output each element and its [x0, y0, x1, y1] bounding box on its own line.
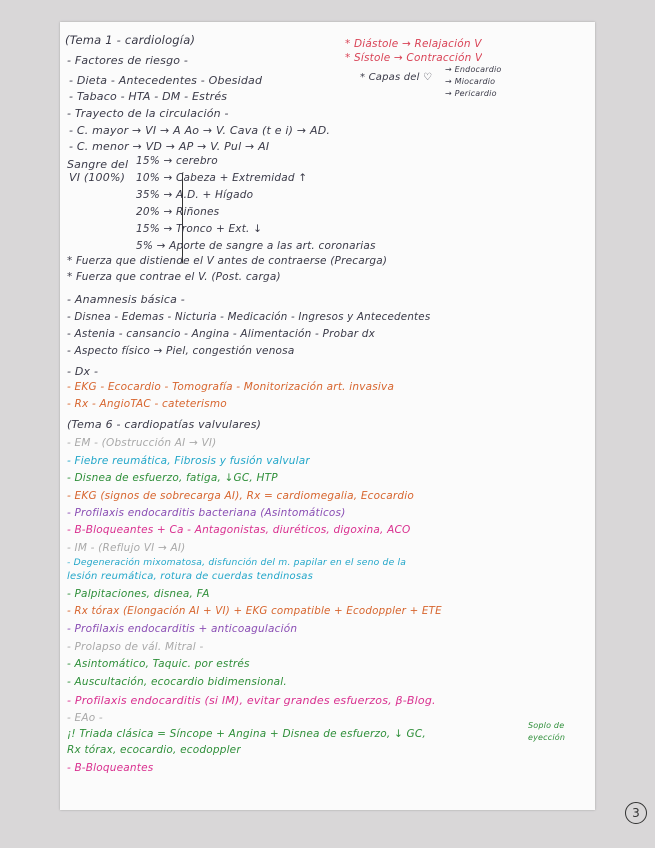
note-line: - Asintomático, Taquic. por estrés [67, 658, 250, 670]
note-line: eyección [528, 733, 566, 742]
note-line: 10% → Cabeza + Extremidad ↑ [136, 172, 308, 184]
note-line: → Endocardio [445, 65, 502, 74]
note-line: (Tema 1 - cardiología) [65, 34, 196, 47]
note-line: - Aspecto físico → Piel, congestión venosa [67, 345, 295, 357]
note-line: * Fuerza que distiende el V antes de contraerse (Precarga) [67, 255, 388, 267]
note-line: - Profilaxis endocarditis + anticoagulación [67, 623, 298, 635]
note-line: - Tabaco - HTA - DM - Estrés [69, 90, 228, 103]
note-line: - Rx tórax (Elongación AI + VI) + EKG compatible + Ecodoppler + ETE [67, 605, 442, 617]
note-line: - Prolapso de vál. Mitral - [67, 641, 204, 653]
note-line: - B-Bloqueantes + Ca - Antagonistas, diuréticos, digoxina, ACO [67, 524, 411, 536]
note-line: - IM - (Reflujo VI → AI) [67, 542, 186, 554]
note-line: - Factores de riesgo - [67, 54, 189, 67]
note-line: lesión reumática, rotura de cuerdas tendinosas [67, 571, 313, 582]
note-line: Rx tórax, ecocardio, ecodoppler [67, 744, 241, 756]
note-line: - Rx - AngioTAC - cateterismo [67, 398, 227, 410]
note-line: - EKG (signos de sobrecarga AI), Rx = cardiomegalia, Ecocardio [67, 490, 414, 502]
note-line: - Anamnesis básica - [67, 293, 185, 306]
note-line: 20% → Riñones [136, 206, 220, 218]
note-line: - C. menor → VD → AP → V. Pul → AI [69, 140, 270, 153]
note-line: - Degeneración mixomatosa, disfunción del m. papilar en el seno de la [67, 557, 407, 568]
note-line: VI (100%) [69, 171, 126, 184]
note-line: ¡! Triada clásica = Síncope + Angina + Disnea de esfuerzo, ↓ GC, [67, 728, 426, 740]
note-line: - Dieta - Antecedentes - Obesidad [69, 74, 263, 87]
note-line: - Palpitaciones, disnea, FA [67, 588, 210, 600]
note-line: - Trayecto de la circulación - [67, 107, 229, 120]
note-line: * Sístole → Contracción V [345, 52, 483, 64]
note-line: - Dx - [67, 365, 99, 378]
note-line: - Auscultación, ecocardio bidimensional. [67, 676, 287, 688]
note-line: - Disnea - Edemas - Nicturia - Medicación - Ingresos y Antecedentes [67, 311, 431, 323]
note-line: 15% → cerebro [136, 155, 218, 167]
note-line: - Disnea de esfuerzo, fatiga, ↓GC, HTP [67, 472, 278, 484]
note-line: * Fuerza que contrae el V. (Post. carga) [67, 271, 281, 283]
note-line: 15% → Tronco + Ext. ↓ [136, 223, 263, 235]
note-line: - EKG - Ecocardio - Tomografía - Monitorización art. invasiva [67, 381, 395, 393]
note-line: 35% → A.D. + Hígado [136, 189, 254, 201]
note-line: → Miocardio [445, 77, 496, 86]
note-line: Soplo de [528, 721, 565, 730]
page-number: 3 [625, 802, 647, 824]
note-line: - Profilaxis endocarditis bacteriana (Asintomáticos) [67, 507, 346, 519]
note-line: 5% → Aporte de sangre a las art. coronarias [136, 240, 376, 252]
note-line: (Tema 6 - cardiopatías valvulares) [67, 418, 262, 431]
note-line: → Pericardio [445, 89, 497, 98]
note-line: - C. mayor → VI → A Ao → V. Cava (t e i) → AD. [69, 124, 331, 137]
note-line: Sangre del [67, 158, 129, 171]
note-line: - EM - (Obstrucción AI → VI) [67, 437, 217, 449]
note-line: - Profilaxis endocarditis (si IM), evitar grandes esfuerzos, β-Blog. [67, 694, 436, 707]
note-line: - B-Bloqueantes [67, 762, 154, 774]
note-line: * Capas del ♡ [360, 72, 433, 83]
note-line: - Astenia - cansancio - Angina - Alimentación - Probar dx [67, 328, 376, 340]
note-line: - Fiebre reumática, Fibrosis y fusión valvular [67, 455, 310, 467]
note-line: - EAo - [67, 712, 103, 724]
note-line: * Diástole → Relajación V [345, 38, 482, 50]
